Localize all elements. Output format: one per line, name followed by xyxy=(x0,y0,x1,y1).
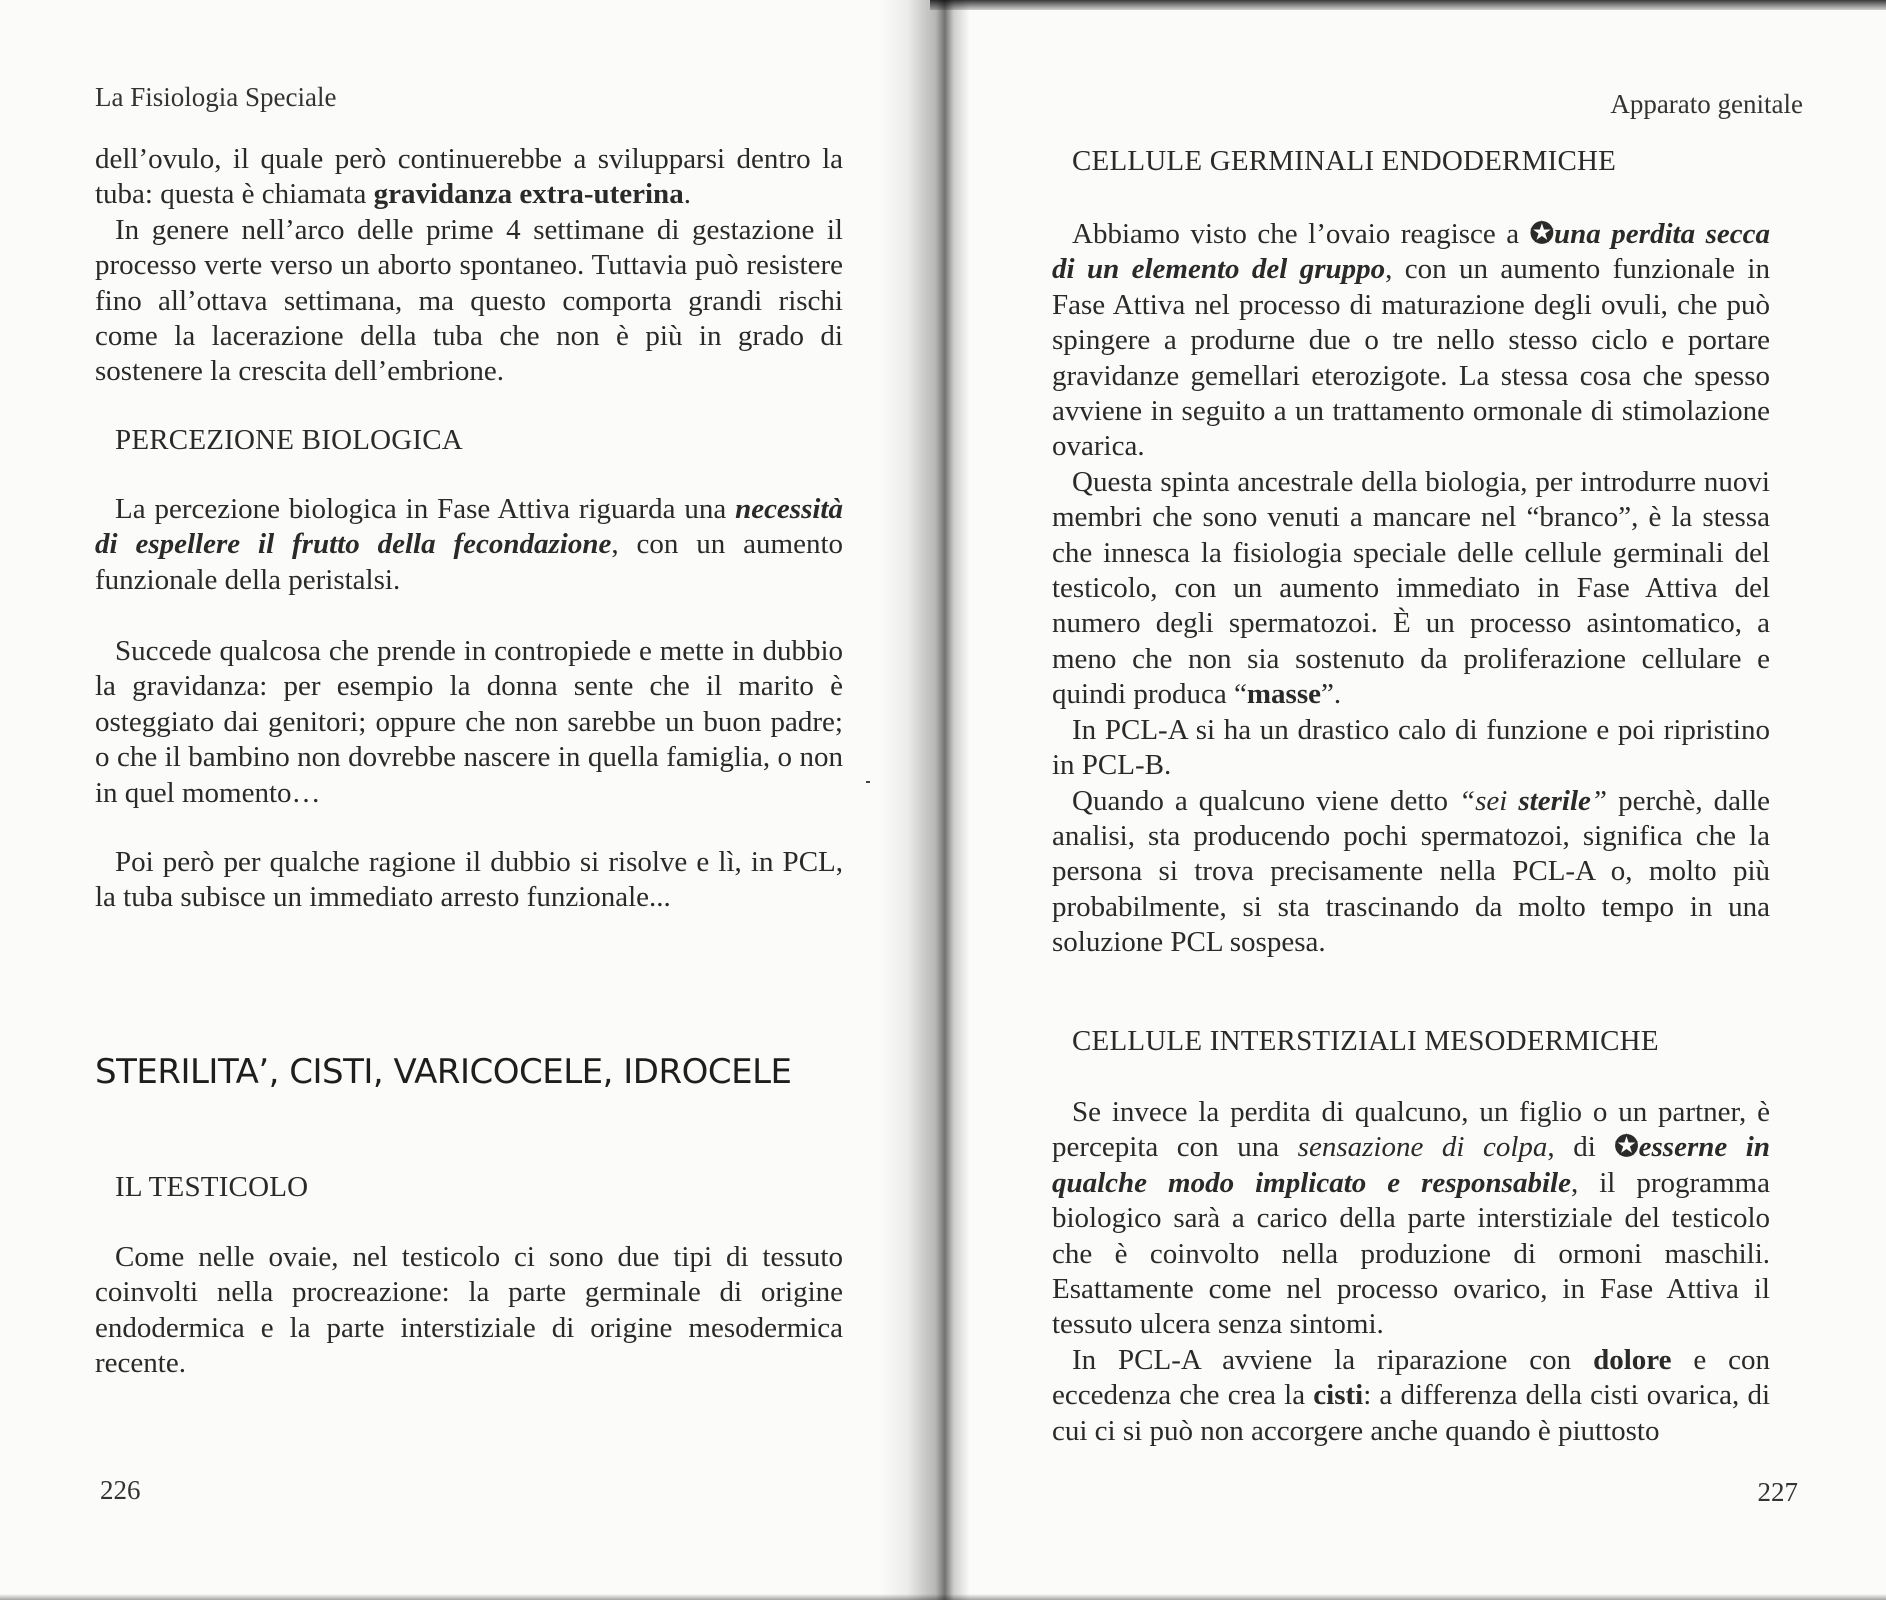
right-paragraph-5: Se invece la perdita di qualcuno, un figlio o un partner, è percepita con una sensazione di colpa, di ✪esserne in qualche modo implicato e responsabile, il programma biologico sarà a carico della parte interstiziale del testicolo che è coinvolto nella produzione di ormoni maschili. Esattamente come nel processo ovarico, in Fase Attiva il tessuto ulcera senza sintomi. xyxy=(1052,1096,1770,1341)
star-symbol-icon: ✪ xyxy=(1614,1131,1639,1164)
heading-cellule-germinali: CELLULE GERMINALI ENDODERMICHE xyxy=(1072,145,1617,177)
right-paragraph-6: In PCL-A avviene la riparazione con dolore e con eccedenza che crea la cisti: a differenza della cisti ovarica, di cui ci si può non accorgere anche quando è piuttosto xyxy=(1052,1343,1771,1447)
term-dolore: dolore xyxy=(1593,1343,1672,1376)
right-paragraph-3: In PCL-A si ha un drastico calo di funzione e poi ripristino in PCL-B. xyxy=(1052,713,1770,782)
left-paragraph-6: Come nelle ovaie, nel testicolo ci sono due tipi di tessuto coinvolti nella procreazione: la parte germinale di origine endodermica e la parte interstiziale di origine mesodermica recente. xyxy=(95,1241,843,1380)
left-text-block-8 xyxy=(95,1240,843,1382)
book-gutter-shadow xyxy=(880,0,970,1600)
right-text-block-3 xyxy=(1052,1024,1770,1059)
left-text-block-3 xyxy=(95,492,843,598)
right-running-head: Apparato genitale xyxy=(1610,89,1803,119)
right-paragraph-2: Questa spinta ancestrale della biologia, per introdurre nuovi membri che sono venuti a mancare nel “branco”, è la stessa che innesca la fisiologia speciale delle cellule germinali del testicolo, con un aumento immediato in Fase Attiva del numero degli spermatozoi. È un processo asintomatico, a meno che non sia sostenuto da proliferazione cellulare e quindi produca “masse”. xyxy=(1052,465,1770,711)
term-gravidanza-extra-uterina: gravidanza extra-uterina xyxy=(373,178,684,211)
left-page-number: 226 xyxy=(100,1475,141,1505)
right-text-block-2 xyxy=(1052,217,1770,961)
chapter-title: STERILITA’, CISTI, VARICOCELE, IDROCELE xyxy=(95,1052,792,1092)
term-necessita-espellere: necessità di espellere il frutto della fecondazione xyxy=(95,493,843,561)
term-sterile: sterile xyxy=(1518,784,1591,817)
right-paragraph-1: Abbiamo visto che l’ovaio reagisce a ✪una perdita secca di un elemento del gruppo, con un aumento funzionale in Fase Attiva nel processo di maturazione degli ovuli, che può spingere a produrne due o tre nello stesso ciclo e portare gravidanze gemellari eterozigote. La stessa cosa che spesso avviene in seguito a un trattamento ormonale di stimolazione ovarica. xyxy=(1052,218,1770,463)
term-cisti: cisti xyxy=(1313,1379,1364,1412)
left-running-head: La Fisiologia Speciale xyxy=(95,82,337,112)
left-text-block-4 xyxy=(95,634,843,811)
heading-cellule-interstiziali: CELLULE INTERSTIZIALI MESODERMICHE xyxy=(1072,1025,1659,1057)
right-page xyxy=(970,0,1886,1600)
heading-il-testicolo: IL TESTICOLO xyxy=(115,1171,309,1203)
left-text-block-6 xyxy=(95,1052,843,1092)
right-page-number: 227 xyxy=(1757,1477,1798,1507)
left-paragraph-5: Poi però per qualche ragione il dubbio si risolve e lì, in PCL, la tuba subisce un immediato arresto funzionale... xyxy=(95,846,843,914)
bottom-edge-shadow xyxy=(0,1594,1886,1600)
left-text-block-7 xyxy=(95,1170,843,1205)
right-text-block-4 xyxy=(1052,1095,1770,1449)
right-text-block-1 xyxy=(1052,144,1770,179)
left-text-block-1 xyxy=(95,142,843,390)
heading-percezione-biologica: PERCEZIONE BIOLOGICA xyxy=(115,424,463,456)
left-paragraph-1: dell’ovulo, il quale però continuerebbe a svilupparsi dentro la tuba: questa è chiamata gravidanza extra-uterina. xyxy=(95,143,843,211)
term-masse: masse xyxy=(1246,678,1321,711)
term-sensazione-di-colpa: sensazione di colpa xyxy=(1297,1131,1548,1164)
term-esserne-implicato: esserne in qualche modo implicato e responsabile xyxy=(1052,1131,1770,1199)
left-paragraph-4: Succede qualcosa che prende in contropiede e mette in dubbio la gravidanza: per esempio la donna sente che il marito è osteggiato dai genitori; oppure che non sarebbe un buon padre; o che il bambino non dovrebbe nascere in quella famiglia, o non in quel momento… xyxy=(95,635,843,809)
term-perdita-secca: una perdita secca di un elemento del gruppo xyxy=(1052,218,1770,286)
left-page xyxy=(0,0,930,1600)
left-paragraph-2: In genere nell’arco delle prime 4 settimane di gestazione il processo verte verso un aborto spontaneo. Tuttavia può resistere fino all’ottava settimana, ma questo comporta grandi rischi come la lacerazione della tuba che non è più in grado di sostenere la crescita dell’embrione. xyxy=(95,213,843,388)
ink-speck xyxy=(866,781,870,783)
star-symbol-icon: ✪ xyxy=(1529,218,1555,250)
left-paragraph-3: La percezione biologica in Fase Attiva riguarda una necessità di espellere il frutto della fecondazione, con un aumento funzionale della peristalsi. xyxy=(95,493,843,596)
left-text-block-2 xyxy=(95,423,843,458)
left-text-block-5 xyxy=(95,845,843,916)
right-paragraph-4: Quando a qualcuno viene detto “sei sterile” perchè, dalle analisi, sta producendo pochi spermatozoi, significa che la persona si trova precisamente nella PCL-A o, molto più probabilmente, si sta trascinando da molto tempo in una soluzione PCL sospesa. xyxy=(1052,784,1770,959)
